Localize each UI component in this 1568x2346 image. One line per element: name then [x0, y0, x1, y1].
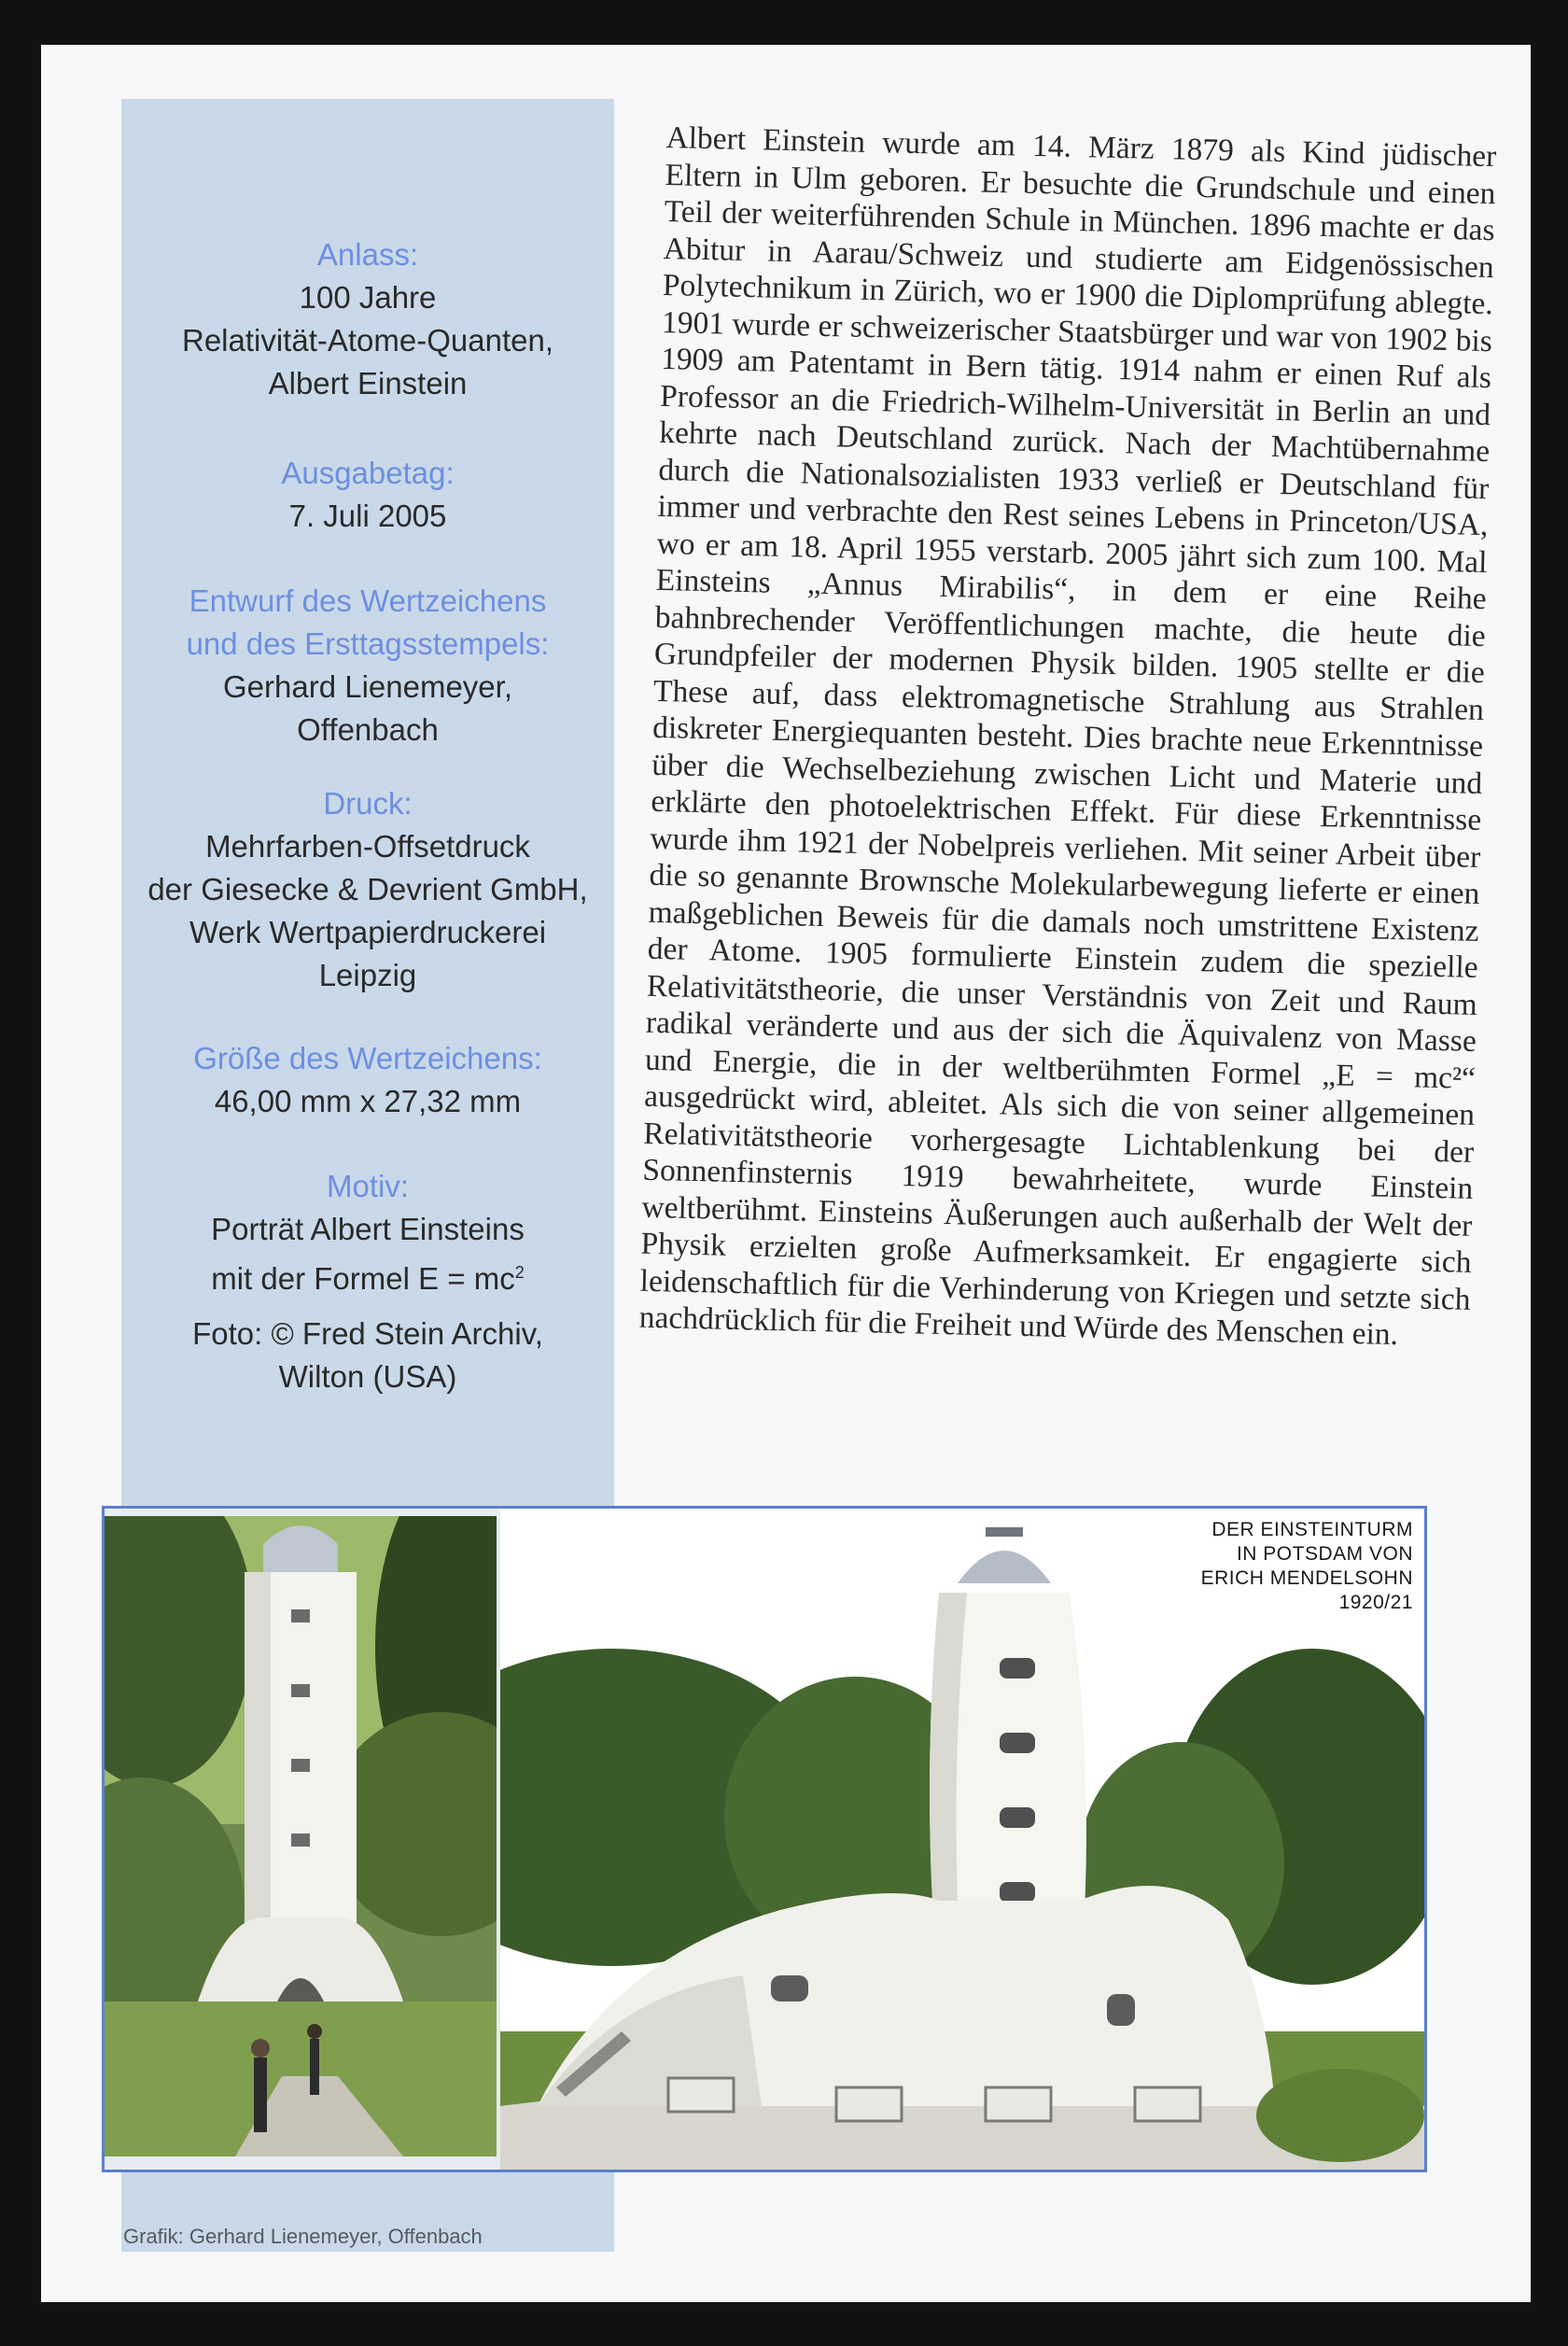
issue-date-value: 7. Juli 2005: [288, 499, 447, 533]
biography-text: Albert Einstein wurde am 14. März 1879 als Kind jüdischer Eltern in Ulm geboren. Er besuchte die Grundschule und einen Teil der weiterführenden Schule in München. 1896 machte er das Abitur in Aarau/Schweiz und studierte am Eidgenössischen Polytechnikum in Zürich, wo er 1900 die Diplomprüfung ablegte. 1901 wurde er schweizerischer Staatsbürger und war von 1902 bis 1909 am Patentamt in Bern tätig. 1914 nahm er einen Ruf als Professor an die Friedrich-Wilhelm-Universität in Berlin an und kehrte nach Deutschland zurück. Nach der Machtübernahme durch die Nationalsozialisten 1933 verließ er Deutschland für immer und verbrachte den Rest seines Lebens in Princeton/USA, wo er am 18. April 1955 verstarb. 2005 jährt sich zum 100. Mal Einsteins „Annus Mirabilis“, in dem er eine Reihe bahnbrechender Veröffentlichungen machte, die heute die Grundpfeiler der modernen Physik bilden. 1905 stellte er die These auf, dass elektromagnetische Strahlung aus Strahlen diskreter Energiequanten besteht. Dies brachte neue Erkenntnisse über die Wechselbeziehung zwischen Licht und Materie und erklärte den photoelektrischen Effekt. Für diese Erkenntnisse wurde ihm 1921 der Nobelpreis verliehen. Mit seiner Arbeit über die so genannte Brownsche Molekularbewegung lieferte er einen maßgeblichen Beweis für die damals noch umstrittene Existenz der Atome. 1905 formulierte Einstein zudem die spezielle Relativitätstheorie, die unser Verständnis von Zeit und Raum radikal veränderte und aus der sich die Äquivalenz von Masse und Energie, die in der weltberühmten Formel „E = mc²“ ausgedrückt wird, ableitet. Als sich die von seiner allgemeinen Relativitätstheorie vorhergesagte Lichtablenkung bei der Sonnenfinsternis 1919 bewahrheitete, wurde Einstein weltberühmt. Einsteins Äußerungen auch außerhalb der Welt der Physik erzielten große Aufmerksamkeit. Er engagierte sich leidenschaftlich für die Verhinderung von Kriegen und setzte sich nachdrücklich für die Freiheit und Würde des Menschen ein.: [638, 119, 1497, 1353]
design-section: [121, 580, 614, 752]
photo-caption-line: IN POTSDAM VON: [1236, 1543, 1413, 1565]
occasion-heading: Anlass:: [316, 237, 419, 272]
photo-caption: [1201, 1518, 1413, 1615]
occasion-line: Relativität-Atome-Quanten,: [181, 323, 553, 358]
occasion-line: Albert Einstein: [268, 366, 468, 400]
photo-caption-line: 1920/21: [1338, 1592, 1413, 1613]
print-section: [121, 782, 614, 997]
tower-front-photo: [105, 1516, 497, 2156]
design-heading-line: und des Ersttagsstempels:: [186, 626, 550, 661]
design-line: Offenbach: [297, 712, 439, 747]
tower-side-photo: [500, 1509, 1424, 2170]
print-heading: Druck:: [323, 786, 413, 821]
motif-formula-text: mit der Formel E = mc: [211, 1261, 515, 1296]
photo-credit-line: Wilton (USA): [278, 1359, 457, 1394]
graphic-credit: Grafik: Gerhard Lienemeyer, Offenbach: [123, 2225, 483, 2248]
print-line: der Giesecke & Devrient GmbH,: [147, 872, 588, 906]
size-heading: Größe des Wertzeichens:: [193, 1041, 542, 1075]
print-line: Mehrfarben-Offsetdruck: [205, 829, 530, 864]
photo-caption-line: DER EINSTEINTURM: [1211, 1519, 1413, 1540]
motif-section: [121, 1165, 614, 1300]
motif-formula-superscript: 2: [514, 1263, 525, 1282]
occasion-line: 100 Jahre: [299, 280, 437, 315]
issue-date-heading: Ausgabetag:: [281, 456, 455, 490]
print-line: Leipzig: [318, 958, 417, 992]
einstein-tower-photo-panel: [102, 1506, 1427, 2172]
photo-credit-section: [121, 1313, 614, 1398]
motif-line: Porträt Albert Einsteins: [211, 1212, 525, 1246]
occasion-section: [121, 233, 614, 405]
design-line: Gerhard Lienemeyer,: [222, 669, 512, 704]
photo-caption-line: ERICH MENDELSOHN: [1200, 1567, 1413, 1589]
motif-line-formula: [121, 1251, 614, 1300]
brochure-page: [41, 45, 1531, 2302]
size-value: 46,00 mm x 27,32 mm: [214, 1084, 522, 1118]
issue-date-section: [121, 452, 614, 538]
design-heading-line: Entwurf des Wertzeichens: [189, 583, 547, 618]
size-section: [121, 1037, 614, 1123]
photo-credit-line: Foto: © Fred Stein Archiv,: [192, 1316, 543, 1351]
motif-heading: Motiv:: [326, 1169, 409, 1203]
print-line: Werk Wertpapierdruckerei: [189, 915, 547, 949]
